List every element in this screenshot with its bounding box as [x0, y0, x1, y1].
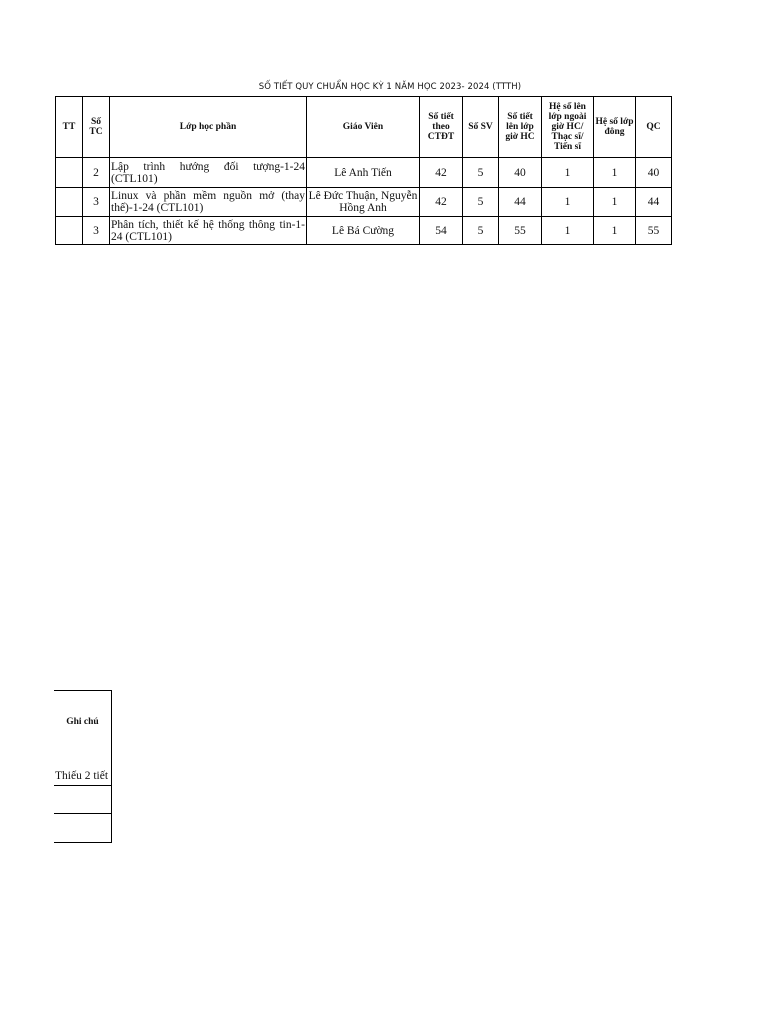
col-header-he-so-ngoai-gio: Hệ số lên lớp ngoài giờ HC/ Thạc sĩ/ Tiến sĩ — [542, 97, 594, 158]
note-cell — [54, 786, 111, 814]
cell-so-tc: 3 — [83, 217, 110, 245]
col-header-so-tiet-ctdt: Số tiết theo CTĐT — [420, 97, 463, 158]
cell-so-tc: 2 — [83, 158, 110, 188]
cell-hc: 55 — [499, 217, 542, 245]
cell-qc: 40 — [636, 158, 672, 188]
cell-teacher: Lê Anh Tiến — [307, 158, 420, 188]
cell-tt — [56, 158, 83, 188]
note-text: Thiếu 2 tiết — [55, 770, 109, 782]
notes-header: Ghi chú — [54, 690, 111, 755]
cell-hc: 40 — [499, 158, 542, 188]
col-header-so-sv: Số SV — [463, 97, 499, 158]
cell-course: Linux và phần mềm nguồn mở (thay thế)-1-24 (CTL101) — [110, 188, 307, 217]
cell-qc: 55 — [636, 217, 672, 245]
cell-so-tc: 3 — [83, 188, 110, 217]
col-header-tt: TT — [56, 97, 83, 158]
cell-ctdt: 42 — [420, 188, 463, 217]
cell-course: Lập trình hướng đối tượng-1-24 (CTL101) — [110, 158, 307, 188]
table-row — [56, 188, 672, 217]
col-header-so-tc: Số TC — [83, 97, 110, 158]
cell-tt — [56, 188, 83, 217]
table-header-row — [56, 97, 672, 158]
cell-hs-ngoai-gio: 1 — [542, 217, 594, 245]
cell-hs-lop-dong: 1 — [594, 188, 636, 217]
cell-hc: 44 — [499, 188, 542, 217]
cell-teacher: Lê Bá Cường — [307, 217, 420, 245]
cell-hs-lop-dong: 1 — [594, 158, 636, 188]
page-title: SỐ TIẾT QUY CHUẨN HỌC KỲ 1 NĂM HỌC 2023- 2024 (TTTH) — [258, 82, 522, 92]
cell-course: Phân tích, thiết kế hệ thống thông tin-1-24 (CTL101) — [111, 218, 305, 243]
col-header-qc: QC — [636, 97, 672, 158]
cell-sv: 5 — [463, 188, 499, 217]
notes-column — [54, 690, 112, 843]
cell-hs-ngoai-gio: 1 — [542, 158, 594, 188]
cell-hs-lop-dong: 1 — [594, 217, 636, 245]
table-row — [56, 217, 672, 245]
col-header-lop-hoc-phan: Lớp học phần — [110, 97, 307, 158]
cell-ctdt: 54 — [420, 217, 463, 245]
table-row — [56, 158, 672, 188]
cell-sv: 5 — [463, 158, 499, 188]
cell-qc: 44 — [636, 188, 672, 217]
note-cell — [54, 754, 111, 786]
cell-ctdt: 42 — [420, 158, 463, 188]
col-header-so-tiet-hc: Số tiết lên lớp giờ HC — [499, 97, 542, 158]
cell-hs-ngoai-gio: 1 — [542, 188, 594, 217]
teaching-hours-table — [55, 96, 672, 245]
note-cell — [54, 814, 111, 843]
col-header-he-so-lop-dong: Hệ số lớp đông — [594, 97, 636, 158]
cell-teacher: Lê Đức Thuận, Nguyễn Hồng Anh — [307, 188, 420, 217]
col-header-giao-vien: Giáo Viên — [307, 97, 420, 158]
cell-tt — [56, 217, 83, 245]
cell-sv: 5 — [463, 217, 499, 245]
